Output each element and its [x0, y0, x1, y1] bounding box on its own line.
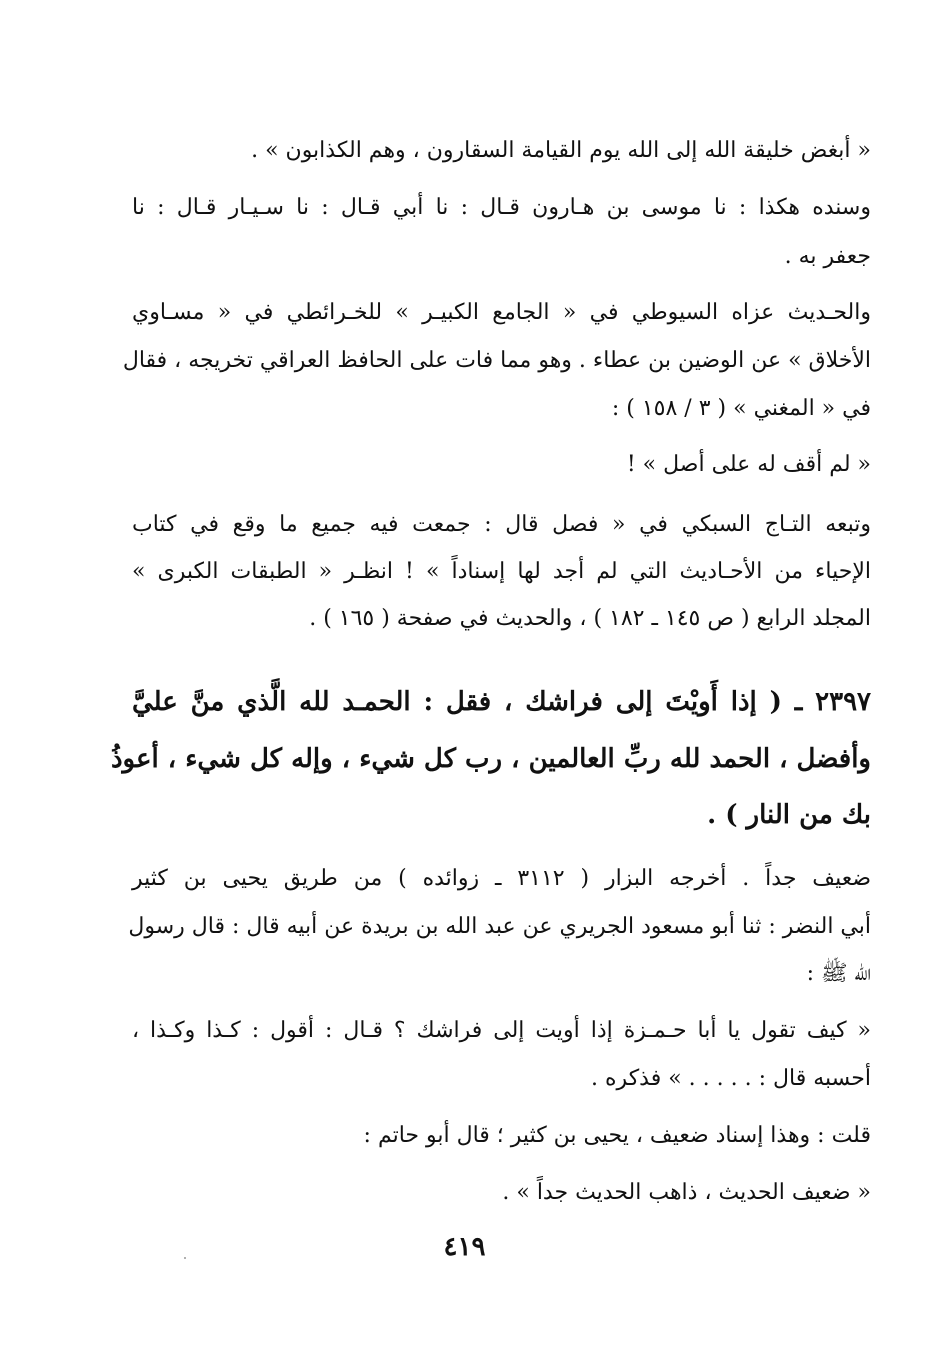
text-line: ضعيف جداً . أخرجه البزار ( ٣١١٢ ـ زوائده ) من طريق يحيى بن كثير: [132, 866, 872, 891]
text-line: « كيف تقول يا أبا حـمـزة إذا أويت إلى فراشك ؟ قـال : أقول : كـذا وكـذا ،: [132, 1018, 872, 1043]
page-number: ٤١٩: [443, 1232, 486, 1262]
text-line: الله ﷺ :: [806, 961, 871, 986]
text-line: وتبعه التـاج السبكي في « فصل قال : جمعت فيه جميع ما وقع في كتاب: [132, 512, 871, 537]
text-line: الأخلاق » عن الوضين بن عطاء . وهو مما فات على الحافظ العراقي تخريجه ، فقال: [122, 348, 871, 373]
text-line: « ضعيف الحديث ، ذاهب الحديث جداً » .: [502, 1180, 871, 1205]
text-line: في « المغني » ( ٣ / ١٥٨ ) :: [611, 396, 871, 421]
text-line: والحـديث عزاه السيوطي في « الجامع الكبيـر » للخـرائطي في « مسـاوي: [132, 300, 871, 325]
text-line: جعفر به .: [784, 244, 871, 269]
hadith-heading-line: بك من النار ) .: [707, 800, 871, 830]
hadith-heading-line: وأفضل ، الحمد لله ربِّ العالمين ، رب كل شيء ، وإله كل شيء ، أعوذُ: [110, 744, 871, 774]
hadith-heading-line: ٢٣٩٧ ـ ( إذا أَويْتَ إلى فراشك ، فقل : الحمـد لله الَّذي منَّ عليَّ: [132, 687, 871, 717]
text-line: وسنده هكذا : نا موسى بن هـارون قـال : نا أبي قـال : نا سـيـار قـال : نا: [132, 195, 871, 220]
text-line: « لم أقف له على أصل » !: [626, 452, 871, 477]
text-line: أحسبه قال : . . . . . » فذكره .: [591, 1066, 871, 1091]
text-line: الإحياء من الأحـاديث التي لم أجد لها إسناداً » ! انظـر « الطبقات الكبرى »: [132, 559, 871, 584]
scan-speck: [184, 1257, 186, 1259]
text-line: أبي النضر : ثنا أبو مسعود الجريري عن عبد الله بن بريدة عن أبيه قال : قال رسول: [128, 914, 871, 939]
text-line: « أبغض خليقة الله إلى الله يوم القيامة السقارون ، وهم الكذابون » .: [251, 138, 871, 163]
text-line: قلت : وهذا إسناد ضعيف ، يحيى بن كثير ؛ قال أبو حاتم :: [363, 1123, 871, 1148]
text-line: المجلد الرابع ( ص ١٤٥ ـ ١٨٢ ) ، والحديث في صفحة ( ١٦٥ ) .: [309, 606, 871, 631]
